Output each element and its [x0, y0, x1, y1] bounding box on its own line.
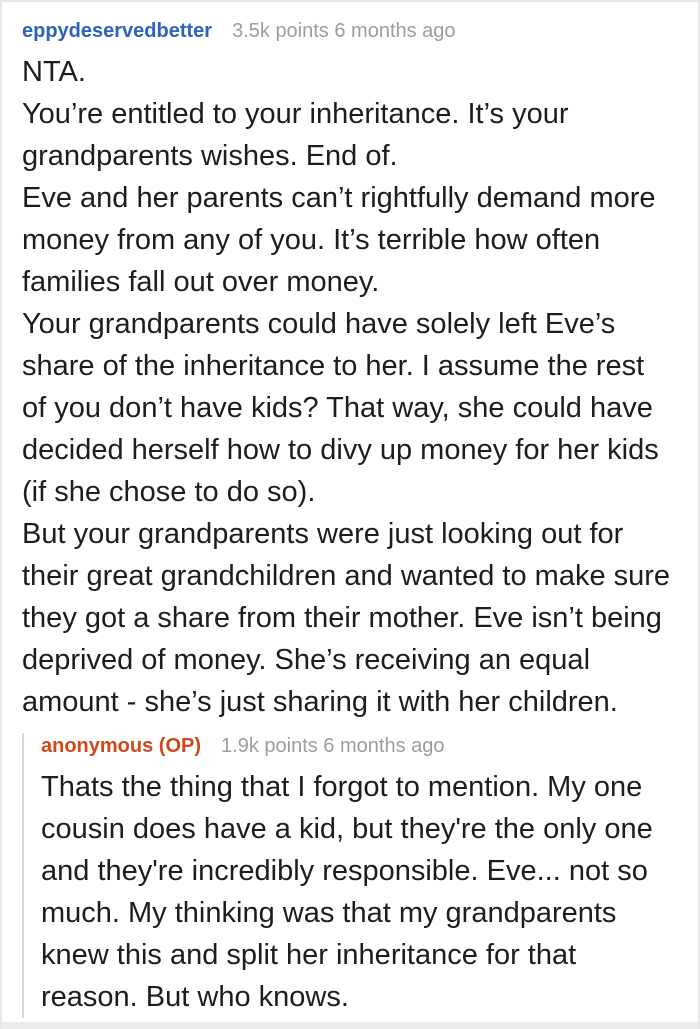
comment-header	[22, 18, 678, 45]
reply-header	[41, 733, 678, 760]
comment-author-link[interactable]: eppydeservedbetter	[22, 20, 213, 42]
paragraph: You’re entitled to your inheritance. It’s your grandparents wishes. End of.	[22, 98, 569, 172]
reply-comment	[22, 733, 678, 1018]
reply-author-link[interactable]: anonymous (OP)	[41, 735, 202, 757]
comment-body	[22, 51, 672, 723]
paragraph: NTA.	[22, 56, 86, 88]
bottom-edge	[0, 1022, 700, 1029]
reply-meta: 1.9k points 6 months ago	[221, 735, 445, 757]
comment	[22, 18, 678, 723]
comment-meta: 3.5k points 6 months ago	[232, 20, 456, 42]
paragraph: Eve and her parents can’t rightfully demand more money from any of you. It’s terrible how often families fall out over money.	[22, 182, 656, 298]
paragraph: Thats the thing that I forgot to mention. My one cousin does have a kid, but they're the only one and they're incredibly responsible. Eve... not so much. My thinking was that my grandparents knew this and split her inheritance for that reason. But who knows.	[41, 771, 653, 1013]
paragraph: Your grandparents could have solely left Eve’s share of the inheritance to her. I assume the rest of you don’t have kids? That way, she could have decided herself how to divy up money for her kids (if she chose to do so).	[22, 308, 659, 508]
reply-body	[41, 766, 676, 1018]
paragraph: But your grandparents were just looking out for their great grandchildren and wanted to make sure they got a share from their mother. Eve isn’t being deprived of money. She’s receiving an equal amount - she’s just sharing it with her children.	[22, 518, 671, 718]
